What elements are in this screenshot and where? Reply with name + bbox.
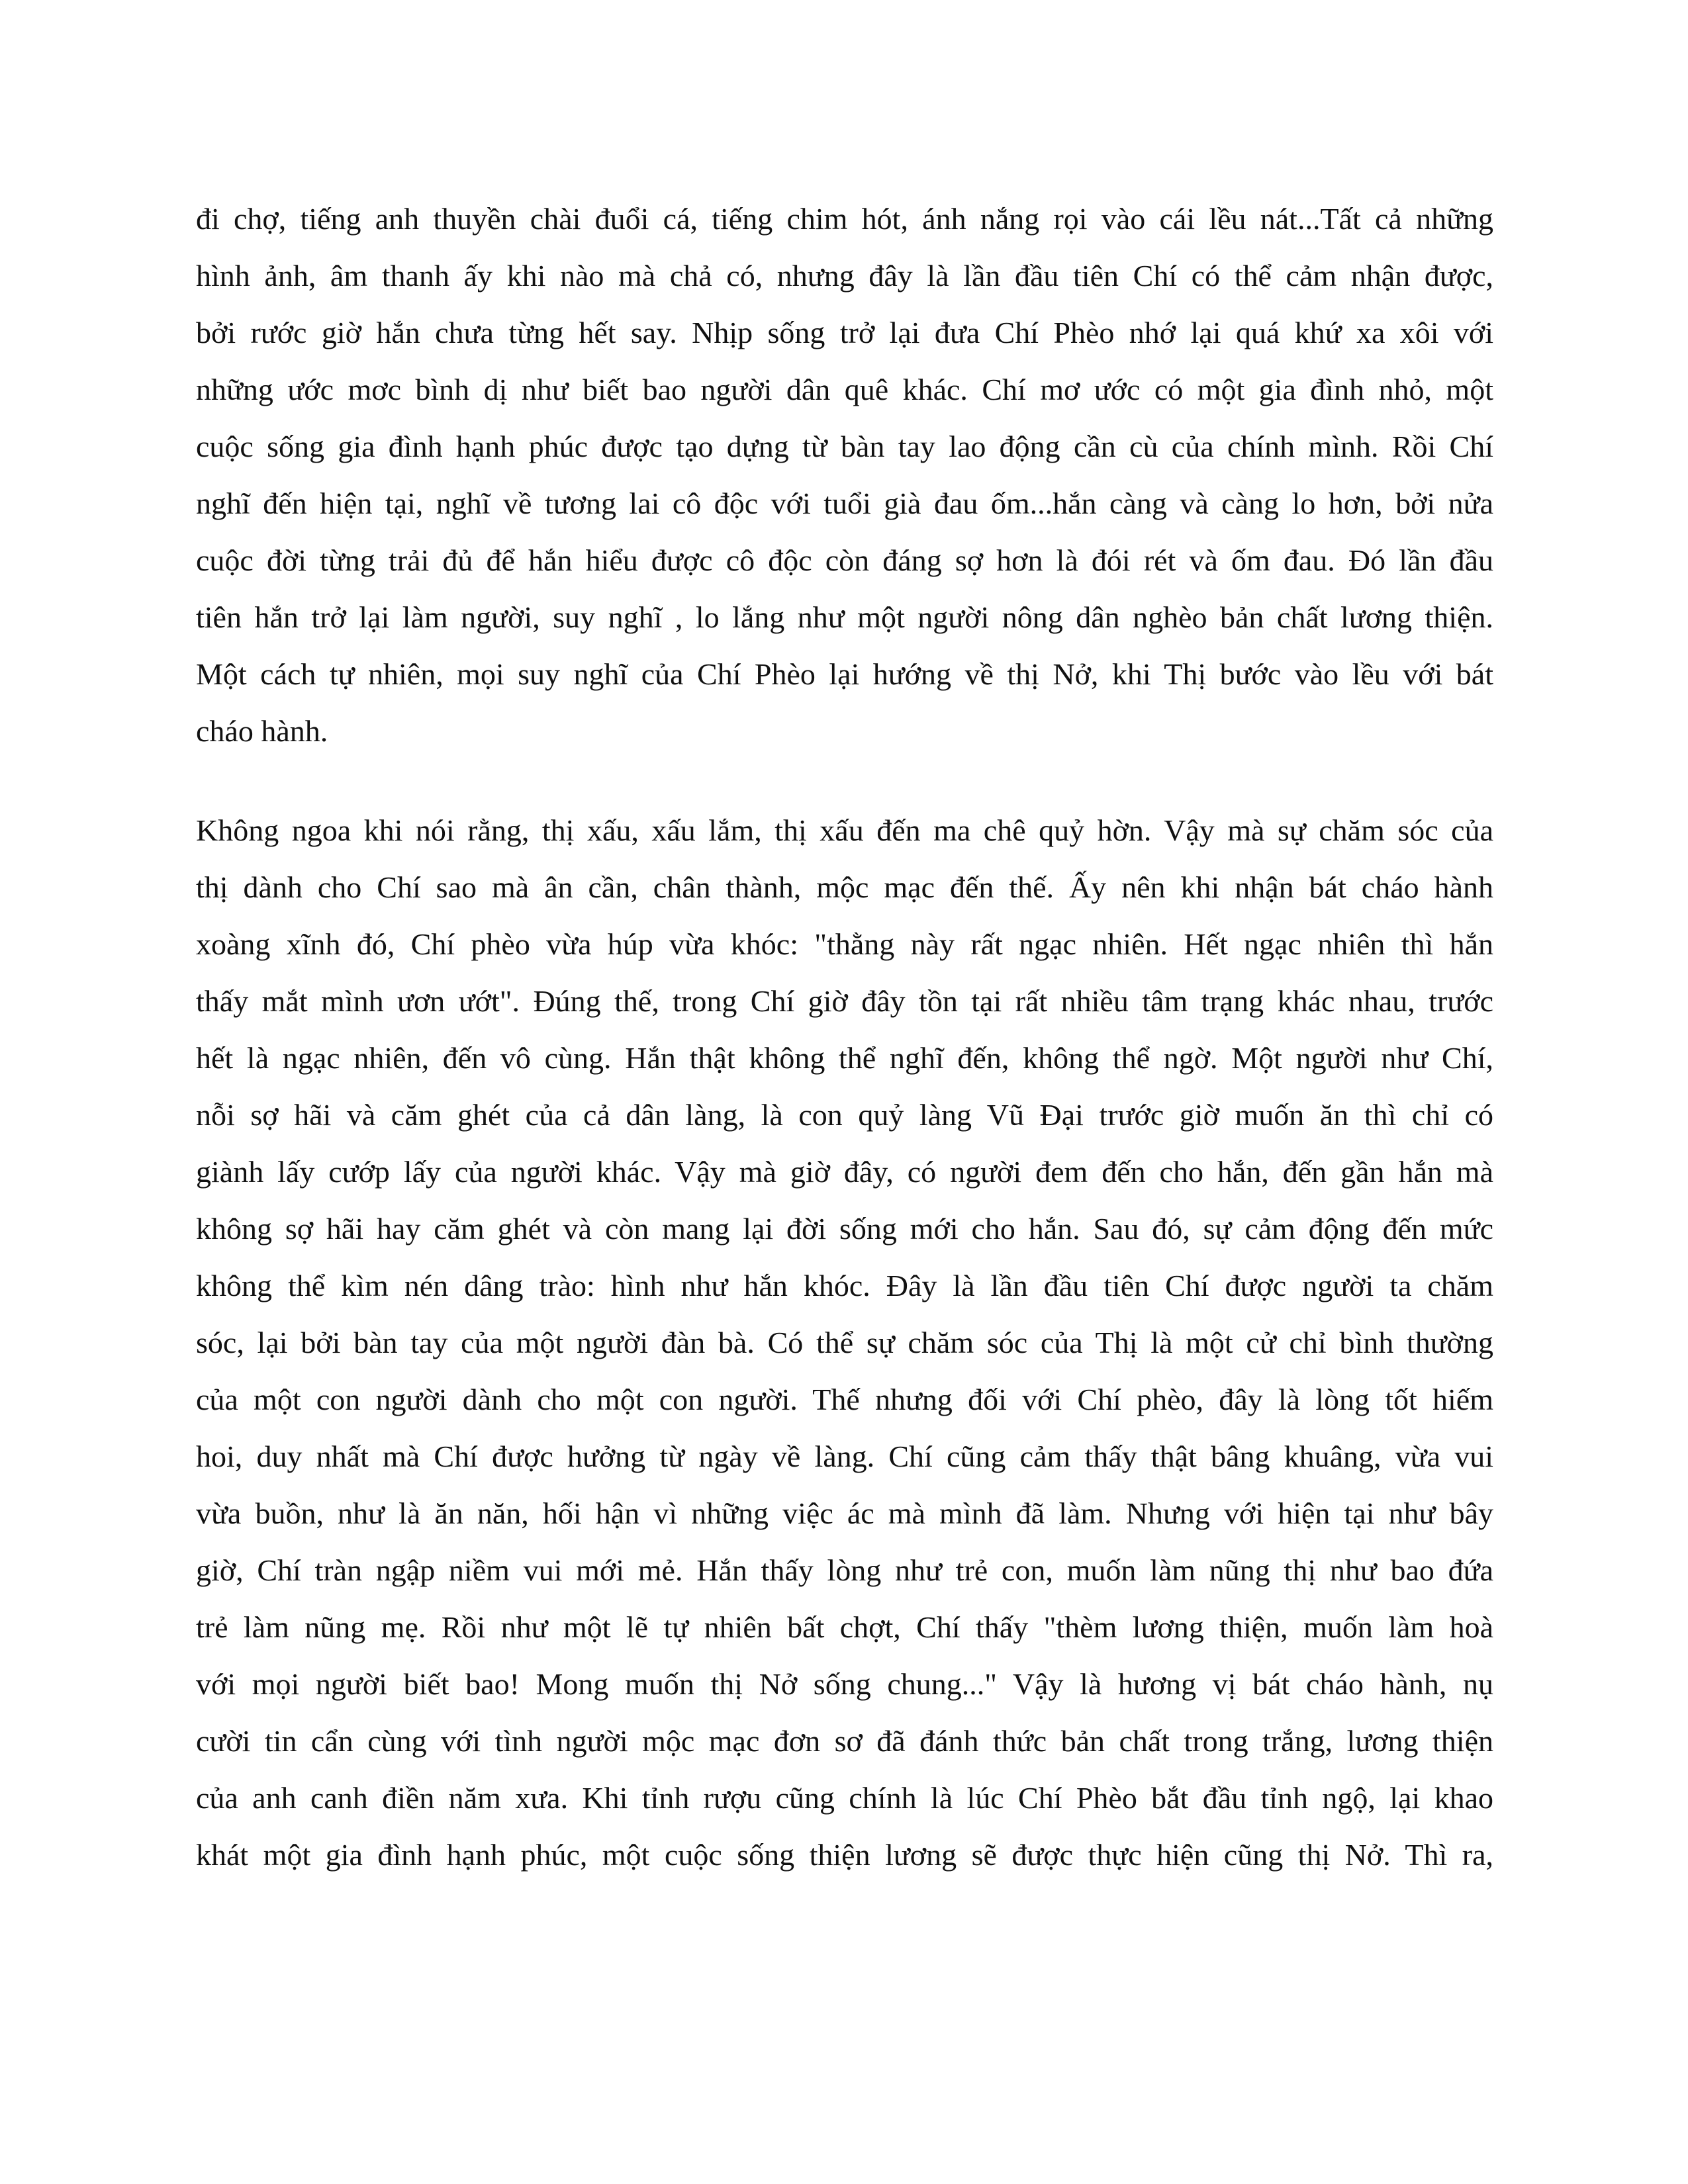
text-line: sóc, lại bởi bàn tay của một người đàn bà. Có thể sự chăm sóc của Thị là một cử chỉ bình thường xyxy=(196,1326,1493,1359)
text-line: hết là ngạc nhiên, đến vô cùng. Hắn thật không thể nghĩ đến, không thể ngờ. Một người như Chí, xyxy=(196,1041,1493,1075)
text-line: của anh canh điền năm xưa. Khi tỉnh rượu cũng chính là lúc Chí Phèo bắt đầu tỉnh ngộ, lại khao xyxy=(196,1781,1493,1815)
text-line: giờ, Chí tràn ngập niềm vui mới mẻ. Hắn thấy lòng như trẻ con, muốn làm nũng thị như bao đứa xyxy=(196,1553,1493,1587)
text-line: Không ngoa khi nói rằng, thị xấu, xấu lắm, thị xấu đến ma chê quỷ hờn. Vậy mà sự chăm sóc của xyxy=(196,813,1493,847)
text-line: Một cách tự nhiên, mọi suy nghĩ của Chí Phèo lại hướng về thị Nở, khi Thị bước vào lều với bát xyxy=(196,657,1493,691)
text-line: thị dành cho Chí sao mà ân cần, chân thành, mộc mạc đến thế. Ấy nên khi nhận bát cháo hành xyxy=(196,870,1493,904)
text-line: cười tin cẩn cùng với tình người mộc mạc đơn sơ đã đánh thức bản chất trong trắng, lương thiện xyxy=(196,1724,1493,1758)
text-line: không thể kìm nén dâng trào: hình như hắn khóc. Đây là lần đầu tiên Chí được người ta chăm xyxy=(196,1269,1493,1302)
text-line: đi chợ, tiếng anh thuyền chài đuổi cá, tiếng chim hót, ánh nắng rọi vào cái lều nát...Tất cả những xyxy=(196,202,1493,236)
text-line: với mọi người biết bao! Mong muốn thị Nở sống chung..." Vậy là hương vị bát cháo hành, nụ xyxy=(196,1667,1493,1701)
text-line: hình ảnh, âm thanh ấy khi nào mà chả có, nhưng đây là lần đầu tiên Chí có thể cảm nhận được, xyxy=(196,259,1493,293)
text-line: của một con người dành cho một con người. Thế nhưng đối với Chí phèo, đây là lòng tốt hiếm xyxy=(196,1383,1493,1416)
text-line: những ước mơc bình dị như biết bao người dân quê khác. Chí mơ ước có một gia đình nhỏ, một xyxy=(196,373,1493,406)
text-line: không sợ hãi hay căm ghét và còn mang lại đời sống mới cho hắn. Sau đó, sự cảm động đến mức xyxy=(196,1212,1493,1246)
text-line: giành lấy cướp lấy của người khác. Vậy mà giờ đây, có người đem đến cho hắn, đến gần hắn mà xyxy=(196,1155,1493,1189)
paragraph-1 xyxy=(196,191,1493,760)
text-line: cháo hành. xyxy=(196,714,328,748)
text-line: hoi, duy nhất mà Chí được hưởng từ ngày về làng. Chí cũng cảm thấy thật bâng khuâng, vừa vui xyxy=(196,1439,1493,1473)
text-line: tiên hắn trở lại làm người, suy nghĩ , lo lắng như một người nông dân nghèo bản chất lương thiện. xyxy=(196,600,1493,634)
text-line: cuộc sống gia đình hạnh phúc được tạo dựng từ bàn tay lao động cần cù của chính mình. Rồi Chí xyxy=(196,430,1493,463)
text-line: bởi rước giờ hắn chưa từng hết say. Nhịp sống trở lại đưa Chí Phèo nhớ lại quá khứ xa xôi với xyxy=(196,316,1493,349)
text-line: khát một gia đình hạnh phúc, một cuộc sống thiện lương sẽ được thực hiện cũng thị Nở. Thì ra, xyxy=(196,1838,1493,1872)
text-line: xoàng xĩnh đó, Chí phèo vừa húp vừa khóc: "thằng này rất ngạc nhiên. Hết ngạc nhiên thì hắn xyxy=(196,927,1493,961)
paragraph-2 xyxy=(196,802,1493,1884)
text-line: nghĩ đến hiện tại, nghĩ về tương lai cô độc với tuổi già đau ốm...hắn càng và càng lo hơn, bởi nửa xyxy=(196,486,1493,520)
text-line: thấy mắt mình ươn ướt". Đúng thế, trong Chí giờ đây tồn tại rất nhiều tâm trạng khác nhau, trước xyxy=(196,984,1493,1018)
text-line: nỗi sợ hãi và căm ghét của cả dân làng, là con quỷ làng Vũ Đại trước giờ muốn ăn thì chỉ có xyxy=(196,1098,1493,1132)
text-line: vừa buồn, như là ăn năn, hối hận vì những việc ác mà mình đã làm. Nhưng với hiện tại như bây xyxy=(196,1496,1493,1530)
text-line: trẻ làm nũng mẹ. Rồi như một lẽ tự nhiên bất chợt, Chí thấy "thèm lương thiện, muốn làm hoà xyxy=(196,1610,1493,1644)
text-line: cuộc đời từng trải đủ để hắn hiểu được cô độc còn đáng sợ hơn là đói rét và ốm đau. Đó lần đầu xyxy=(196,543,1493,577)
